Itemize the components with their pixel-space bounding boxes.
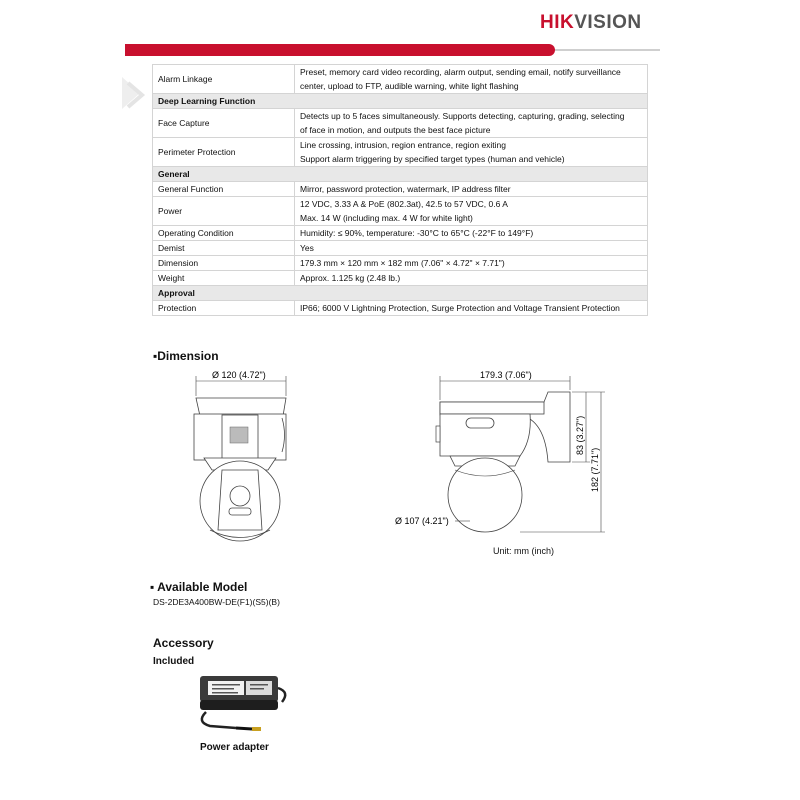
front-view-camera — [194, 398, 286, 541]
power-adapter-image — [200, 676, 285, 731]
height-upper-label: 83 (3.27") — [575, 415, 585, 455]
spec-key: Weight — [153, 271, 295, 286]
spec-value-line: Yes — [300, 243, 314, 253]
spec-value-line: Detects up to 5 faces simultaneously. Supports detecting, capturing, grading, selecting — [300, 111, 625, 121]
side-width-label: 179.3 (7.06") — [480, 370, 532, 380]
spec-key: Face Capture — [153, 109, 295, 138]
spec-key: Operating Condition — [153, 226, 295, 241]
spec-section-title: Approval — [153, 286, 648, 301]
side-view-camera — [436, 392, 570, 532]
power-adapter-label: Power adapter — [200, 742, 269, 753]
spec-value-line: of face in motion, and outputs the best face picture — [300, 125, 491, 135]
spec-value-line: 12 VDC, 3.33 A & PoE (802.3at), 42.5 to 57 VDC, 0.6 A — [300, 199, 508, 209]
spec-value-line: Approx. 1.125 kg (2.48 lb.) — [300, 273, 401, 283]
spec-value-line: Max. 14 W (including max. 4 W for white light) — [300, 213, 473, 223]
spec-value-line: Line crossing, intrusion, region entrance, region exiting — [300, 140, 507, 150]
dome-diameter-label: Ø 107 (4.21") — [395, 516, 449, 526]
spec-key: Perimeter Protection — [153, 138, 295, 167]
spec-key: Alarm Linkage — [153, 65, 295, 94]
spec-value-line: Support alarm triggering by specified target types (human and vehicle) — [300, 154, 565, 164]
spec-value-line: center, upload to FTP, audible warning, white light flashing — [300, 81, 519, 91]
spec-value-line: IP66; 6000 V Lightning Protection, Surge Protection and Voltage Transient Protection — [300, 303, 620, 313]
spec-value-line: Mirror, password protection, watermark, IP address filter — [300, 184, 511, 194]
available-model-title: ▪ Available Model — [150, 580, 248, 594]
model-number: DS-2DE3A400BW-DE(F1)(S5)(B) — [153, 597, 280, 607]
spec-key: General Function — [153, 182, 295, 197]
accessory-included-label: Included — [153, 656, 195, 667]
brand-logo-part1: HIK — [540, 12, 575, 33]
brand-logo-part2: VISION — [574, 12, 642, 33]
spec-key: Power — [153, 197, 295, 226]
spec-value-line: Humidity: ≤ 90%, temperature: -30°C to 65°C (-22°F to 149°F) — [300, 228, 534, 238]
front-width-label: Ø 120 (4.72") — [212, 370, 266, 380]
dimension-unit-label: Unit: mm (inch) — [493, 546, 555, 556]
spec-key: Protection — [153, 301, 295, 316]
spec-key: Demist — [153, 241, 295, 256]
spec-section-title: Deep Learning Function — [153, 94, 648, 109]
dimension-title: ▪Dimension — [153, 349, 219, 363]
accessory-title: Accessory — [153, 636, 214, 650]
spec-value-line: Preset, memory card video recording, alarm output, sending email, notify surveillance — [300, 67, 621, 77]
spec-value-line: 179.3 mm × 120 mm × 182 mm (7.06" × 4.72" × 7.71") — [300, 258, 505, 268]
spec-section-title: General — [153, 167, 648, 182]
spec-key: Dimension — [153, 256, 295, 271]
height-total-label: 182 (7.71") — [590, 447, 600, 492]
